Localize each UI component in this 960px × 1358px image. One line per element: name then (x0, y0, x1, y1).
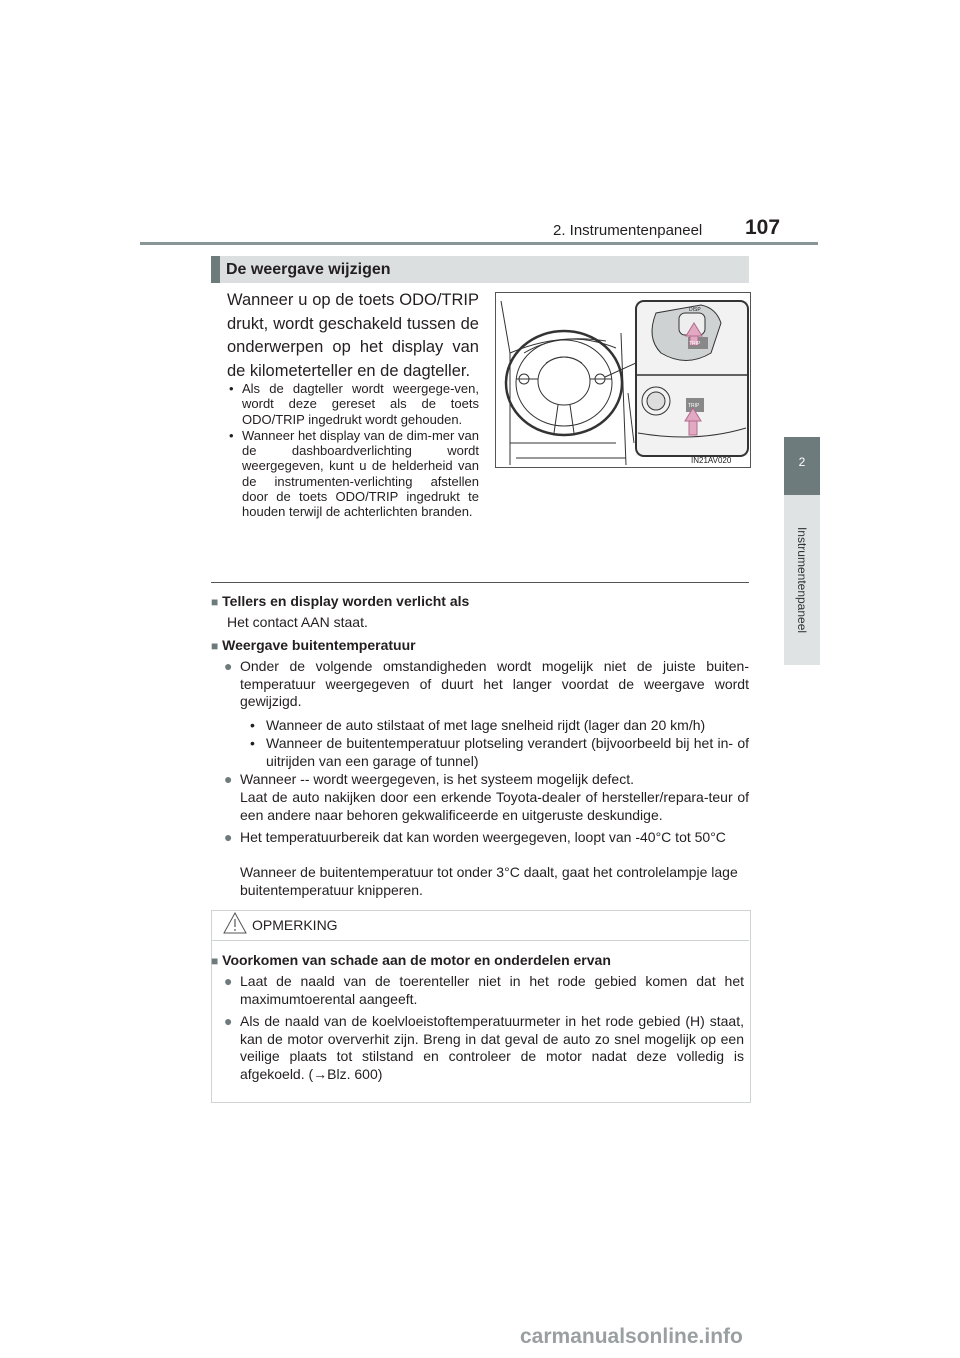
chapter-tab-label: Instrumentenpaneel (795, 526, 809, 634)
steering-wheel-illustration (495, 292, 751, 468)
note-heading-1: ■ Tellers en display worden verlicht als (211, 593, 470, 609)
note-circle-1: Onder de volgende omstandigheden wordt mogelijk niet de juiste buiten-temperatuur weergegeven of duurt het langer voordat de weergave wordt gewijzigd. (240, 658, 749, 709)
header-divider (140, 242, 818, 245)
circle-bullet-icon: ● (224, 1013, 233, 1029)
square-bullet-icon: ■ (211, 954, 219, 968)
caution-divider (212, 940, 749, 941)
page-number: 107 (745, 216, 781, 239)
chapter-tab-number: 2 (798, 455, 806, 469)
square-bullet-icon: ■ (211, 595, 219, 609)
sub-list-item: Wanneer de auto stilstaat of met lage snelheid rijdt (lager dan 20 km/h) (266, 717, 706, 733)
figure-code: IN21AV020 (691, 456, 732, 465)
disp-button-label: DISP (689, 307, 701, 313)
circle-bullet-icon: ● (224, 829, 233, 845)
square-bullet-icon: ■ (211, 639, 219, 653)
circle-bullet-icon: ● (224, 771, 233, 787)
warning-triangle-icon (223, 912, 247, 939)
steering-wheel-drawing (496, 293, 750, 467)
section-header-accent (211, 256, 220, 283)
list-item: • Wanneer het display van de dim-mer van de dashboardverlichting wordt weergegeven, kunt u de helderheid van de instrumenten-verlichting afstellen door de toets ODO/TRIP ingedrukt te houden terwijl de achterlichten branden. (229, 427, 479, 520)
note-circle-2a: Wanneer -- wordt weergegeven, is het systeem mogelijk defect. (240, 771, 634, 787)
bullet-list (227, 381, 479, 521)
circle-bullet-icon: ● (224, 973, 233, 989)
section-title: De weergave wijzigen (226, 261, 391, 278)
section-divider (211, 582, 749, 583)
note-circle-2b: Laat de auto nakijken door een erkende Toyota-dealer of hersteller/repara-teur of een andere naar behoren gekwalificeerde en uitgeruste deskundige. (240, 789, 749, 823)
note-circle-3b: Wanneer de buitentemperatuur tot onder 3°C daalt, gaat het controlelampje lage buitentemperatuur knipperen. (240, 864, 738, 898)
note-text-1: Het contact AAN staat. (227, 614, 368, 630)
caution-label: OPMERKING (252, 917, 338, 933)
running-header-title: 2. Instrumentenpaneel (553, 222, 703, 239)
caution-item-2: Als de naald van de koelvloeistoftemperatuurmeter in het rode gebied (H) staat, kan de motor oververhit zijn. Breng in dat geval de auto zo snel mogelijk op een veilige plaats tot stilstand en controleer de motor nadat deze volledig is afgekoeld. (→Blz. 600) (240, 1013, 744, 1082)
note-heading-2: ■ Weergave buitentemperatuur (211, 637, 416, 653)
list-item: • Als de dagteller wordt weergege-ven, wordt deze gereset als de toets ODO/TRIP ingedrukt wordt gehouden. (229, 381, 479, 427)
note-circle-3a: Het temperatuurbereik dat kan worden weergegeven, loopt van -40°C tot 50°C (240, 829, 726, 845)
circle-bullet-icon: ● (224, 658, 233, 674)
intro-paragraph: Wanneer u op de toets ODO/TRIP drukt, wordt geschakeld tussen de onderwerpen op het display van de kilometerteller en de dagteller. (227, 291, 479, 380)
caution-heading: ■ Voorkomen van schade aan de motor en onderdelen ervan (211, 952, 611, 968)
watermark: carmanualsonline.info (520, 1325, 743, 1348)
sub-list-item: Wanneer de buitentemperatuur plotseling verandert (bijvoorbeeld bij het in- of uitrijden van een garage of tunnel) (266, 735, 749, 769)
trip-button-label-lower: TRIP (688, 403, 700, 409)
trip-button-label: TRIP (689, 341, 701, 347)
caution-item-1: Laat de naald van de toerenteller niet in het rode gebied komen dat het maximumtoerental aangeeft. (240, 973, 744, 1007)
